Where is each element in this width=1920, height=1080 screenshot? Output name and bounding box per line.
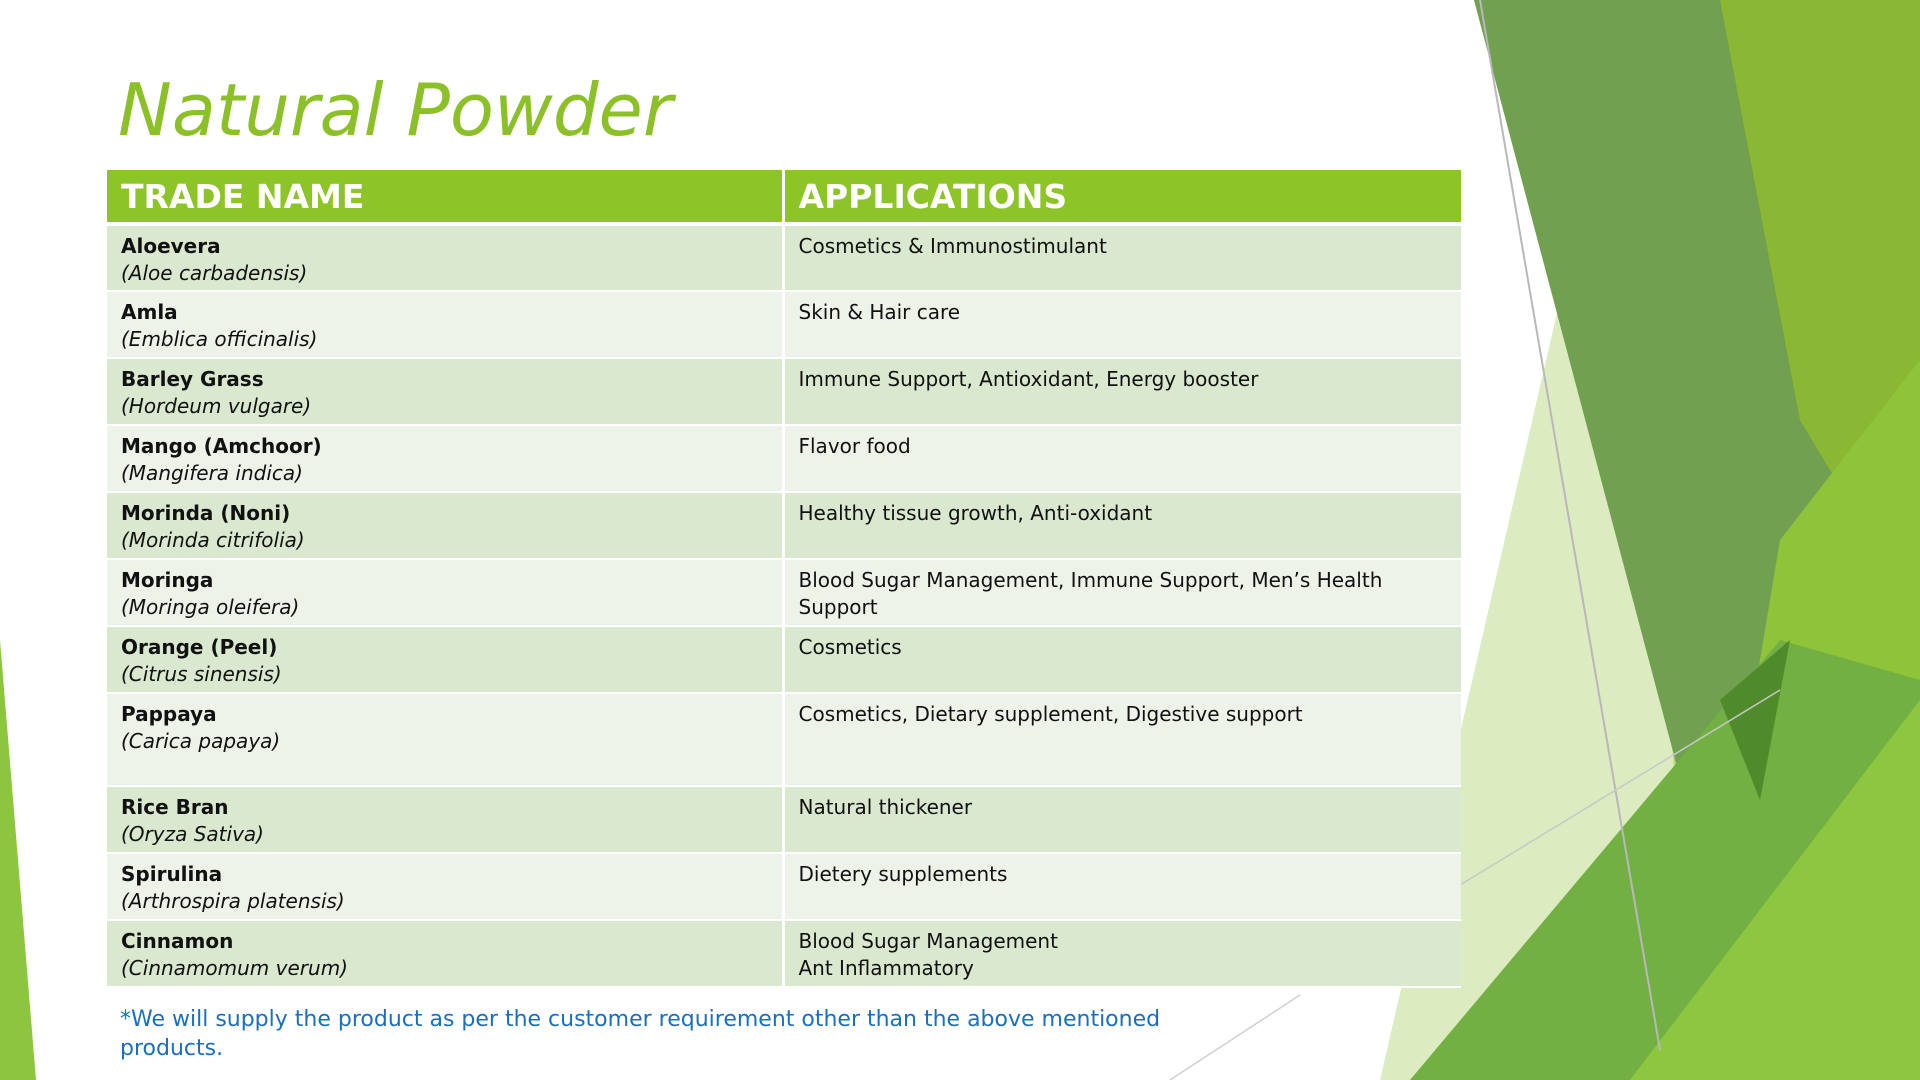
table-row	[107, 786, 1461, 853]
scientific-name: (Arthrospira platensis)	[121, 889, 345, 913]
header-trade-name: TRADE NAME	[107, 170, 783, 224]
table-row	[107, 492, 1461, 559]
applications-cell	[783, 786, 1461, 853]
table-row	[107, 224, 1461, 291]
trade-name-cell	[107, 920, 783, 987]
applications-cell	[783, 291, 1461, 358]
trade-name: Moringa	[121, 568, 214, 592]
table-header-row	[107, 170, 1461, 224]
table-row	[107, 358, 1461, 425]
applications-cell	[783, 693, 1461, 786]
trade-name-cell	[107, 853, 783, 920]
table-row	[107, 693, 1461, 786]
trade-name: Aloevera	[121, 234, 221, 258]
table-row	[107, 425, 1461, 492]
trade-name-cell	[107, 358, 783, 425]
scientific-name: (Carica papaya)	[121, 729, 281, 753]
applications-cell	[783, 920, 1461, 987]
trade-name: Rice Bran	[121, 795, 229, 819]
thin-line-3	[1170, 995, 1300, 1080]
applications-cell	[783, 559, 1461, 626]
applications-cell	[783, 224, 1461, 291]
trade-name-cell	[107, 693, 783, 786]
scientific-name: (Aloe carbadensis)	[121, 261, 308, 285]
scientific-name: (Morinda citrifolia)	[121, 528, 305, 552]
application-text: Dietery supplements	[798, 862, 1008, 886]
trade-name-cell	[107, 291, 783, 358]
application-text: Cosmetics	[798, 635, 902, 659]
slide-title: Natural Powder	[118, 68, 673, 152]
footnote-line: *We will supply the product as per the customer requirement other than the above mentioned	[120, 1007, 1161, 1032]
table-row	[107, 920, 1461, 987]
scientific-name: (Hordeum vulgare)	[121, 394, 312, 418]
table-row	[107, 853, 1461, 920]
trade-name: Orange (Peel)	[121, 635, 278, 659]
application-text: Ant Inflammatory	[798, 956, 974, 980]
trade-name-cell	[107, 492, 783, 559]
scientific-name: (Citrus sinensis)	[121, 662, 282, 686]
scientific-name: (Emblica officinalis)	[121, 327, 318, 351]
trade-name-cell	[107, 786, 783, 853]
footnote-line: products.	[120, 1036, 224, 1061]
application-text: Skin & Hair care	[798, 300, 961, 324]
application-text: Support	[798, 595, 878, 619]
trade-name: Mango (Amchoor)	[121, 434, 322, 458]
trade-name: Pappaya	[121, 702, 217, 726]
application-text: Blood Sugar Management, Immune Support, Men’s Health	[798, 568, 1383, 592]
scientific-name: (Moringa oleifera)	[121, 595, 300, 619]
trade-name: Cinnamon	[121, 929, 234, 953]
application-text: Cosmetics, Dietary supplement, Digestive support	[798, 702, 1303, 726]
table-row	[107, 291, 1461, 358]
trade-name: Barley Grass	[121, 367, 264, 391]
applications-cell	[783, 358, 1461, 425]
trade-name: Spirulina	[121, 862, 223, 886]
trade-name-table	[107, 170, 1461, 988]
footnote	[120, 1005, 1180, 1063]
trade-name: Amla	[121, 300, 178, 324]
application-text: Natural thickener	[798, 795, 973, 819]
scientific-name: (Oryza Sativa)	[121, 822, 264, 846]
header-applications: APPLICATIONS	[783, 170, 1461, 224]
applications-cell	[783, 492, 1461, 559]
scientific-name: (Cinnamomum verum)	[121, 956, 348, 980]
table-row	[107, 626, 1461, 693]
trade-name-cell	[107, 425, 783, 492]
applications-cell	[783, 425, 1461, 492]
left-green-sliver	[0, 640, 36, 1080]
trade-name-cell	[107, 559, 783, 626]
application-text: Healthy tissue growth, Anti-oxidant	[798, 501, 1153, 525]
trade-name: Morinda (Noni)	[121, 501, 291, 525]
trade-name-cell	[107, 626, 783, 693]
application-text: Blood Sugar Management	[798, 929, 1058, 953]
applications-cell	[783, 626, 1461, 693]
application-text: Flavor food	[798, 434, 911, 458]
application-text: Immune Support, Antioxidant, Energy booster	[798, 367, 1259, 391]
trade-name-cell	[107, 224, 783, 291]
table-row	[107, 559, 1461, 626]
application-text: Cosmetics & Immunostimulant	[798, 234, 1107, 258]
scientific-name: (Mangifera indica)	[121, 461, 303, 485]
applications-cell	[783, 853, 1461, 920]
